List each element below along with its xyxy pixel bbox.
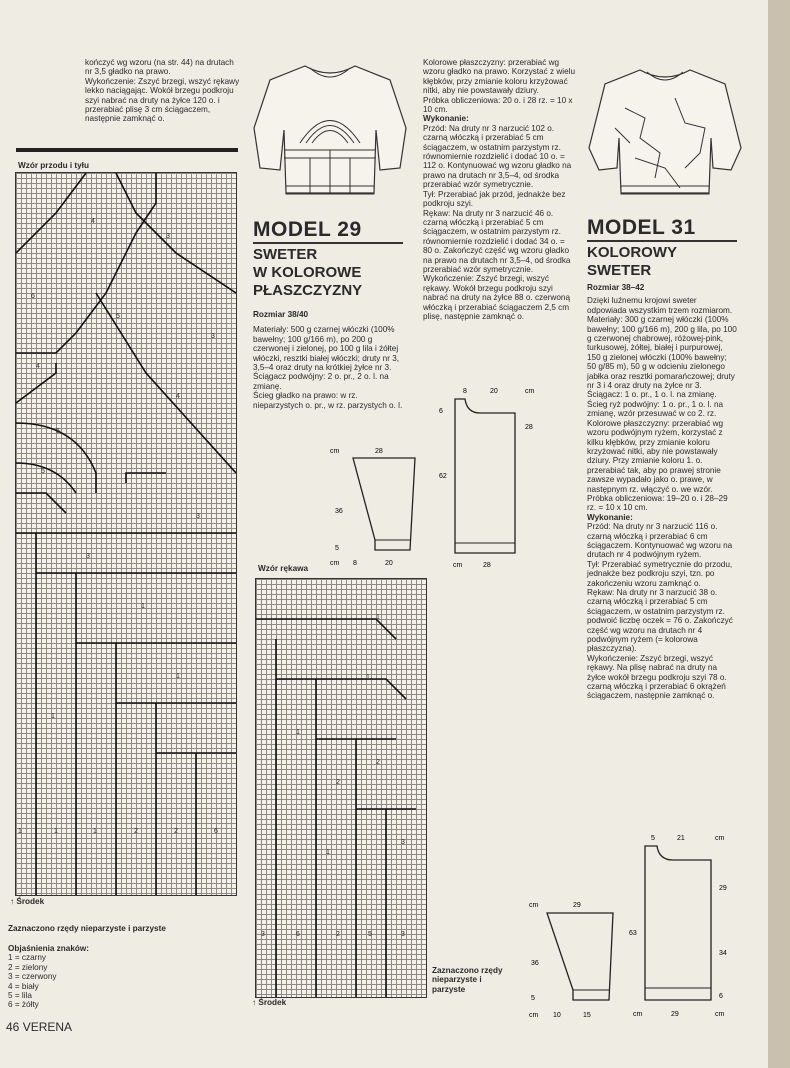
legend-item: 1 = czarny	[8, 953, 46, 963]
m31-body-t2: cm	[715, 835, 725, 842]
m29-col2-2: Próbka obliczeniowa: 20 o. i 28 rz. = 10 x 10 cm.	[423, 95, 573, 115]
m31-body-b0: cm	[633, 1011, 643, 1018]
m31-body-10: Rękaw: Na druty nr 3 narzucić 38 o. czarną włóczką i przerabiać 5 cm ściągaczem, w ostatnim parzystym rz. podwoić liczbę oczek = 76 o. Zakończyć część wg wzoru na drutach nr 4 podwójnym ryżem (= kolorowa płaszczyzna).	[587, 588, 733, 654]
page-edge	[768, 0, 790, 1068]
m31-sl-b1: 10	[553, 1012, 561, 1019]
model-29-subtitle-3: PŁASZCZYZNY	[253, 282, 363, 299]
m29-col2-3: Wykonanie:	[423, 114, 469, 124]
sweater-29-illustration	[250, 58, 410, 208]
m31-sl-height: 36	[531, 960, 539, 967]
m31-body-b1: 29	[671, 1011, 679, 1018]
m31-sl-b0: cm	[529, 1012, 539, 1019]
m29-sl-b1: 8	[353, 560, 357, 567]
sweater-31-illustration	[585, 58, 745, 208]
model-29-body-3: Ścieg gładko na prawo: w rz. nieparzystych o. pr., w rz. parzystych o. l.	[253, 391, 403, 410]
m31-body-side: 34	[719, 950, 727, 957]
m31-sl-b2: 15	[583, 1012, 591, 1019]
model-31-size: Rozmiar 38–42	[587, 283, 645, 292]
m29-body-t2: cm	[525, 388, 535, 395]
cell-label: 5	[116, 313, 120, 320]
m29-body-t0: 8	[463, 388, 467, 395]
m29-body-schematic	[435, 383, 545, 573]
left-chart-marker-label: Środek	[16, 897, 45, 906]
m31-body-5: Kolorowe płaszczyzny: przerabiać wg wzoru podwójnym ryżem, korzystać z kilku kłębków, przy zmianie koloru krzyżować nitki, aby nie powstawały dziury. Przy zmianie koloru 1. o. przerabiać tak, aby po prawej stronie zawsze wypadało jako o. prawe, w następnym rz. włączyć o. we wzór.	[587, 418, 724, 494]
m29-col2-6: Rękaw: Na druty nr 3 narzucić 46 o. czarną włóczką i przerabiać 5 cm ściągaczem, w ostatnim parzystym rz. równomiernie rozdzielić i dodać 34 o. = 80 o. Zakończyć część wg wzoru gładko na prawo na drutach nr 3,5–4, od środka przerabiać wzór symetrycznie.	[423, 208, 571, 274]
m31-sleeve-schematic	[525, 895, 625, 1025]
legend-item: 5 = lila	[8, 991, 32, 1001]
sleeve-cell-label: 1	[376, 614, 380, 621]
cell-label: 4	[36, 363, 40, 370]
m29-sleeve-schematic	[325, 440, 425, 570]
m31-body-cuff: 6	[719, 993, 723, 1000]
sleeve-cell-label: 2	[336, 931, 340, 938]
left-chart-marker: ↑ Środek	[10, 897, 45, 906]
m29-body-upper: 28	[525, 424, 533, 431]
m29-sl-b2: 20	[385, 560, 393, 567]
m31-body-t1: 21	[677, 835, 685, 842]
m31-body-2: Materiały: 300 g czarnej włóczki (100% bawełny; 100 g/166 m), 200 g lila, po 100 g czerwonej chabrowej, różowej-pink, turkusowej, żółtej, białej i purpurowej, 150 g zielonej włóczki (100% bawełny; 50 g/85 m), 50 g w odcieniu zielonego jabłka oraz resztki pomarańczowej; druty nr 3 i 4 oraz druty na żyłce nr 3.	[587, 315, 737, 391]
page-footer	[6, 1020, 72, 1034]
m29-sl-cuff: 5	[335, 545, 339, 552]
left-chart-lines	[16, 173, 236, 895]
m31-sl-t1: 29	[573, 902, 581, 909]
model-31-subtitle-1: KOLOROWY	[587, 244, 677, 261]
sleeve-chart-caption: Zaznaczono rzędy nieparzyste i parzyste	[432, 966, 503, 994]
cell-label: 1	[93, 828, 97, 835]
legend-item: 3 = czerwony	[8, 972, 57, 982]
model-29-body	[253, 310, 405, 410]
m31-body-1: Dzięki luźnemu krojowi sweter odpowiada wszystkim trzem rozmiarom.	[587, 296, 733, 315]
model-31-subtitle-2: SWETER	[587, 262, 652, 279]
model-31-heading	[587, 216, 737, 280]
sleeve-chart-title: Wzór rękawa	[258, 564, 309, 573]
model-29-subtitle-2: W KOLOROWE	[253, 264, 362, 281]
m29-col2-4: Przód: Na druty nr 3 narzucić 102 o. czarną włóczką i przerabiać 5 cm ściągaczem, w ostatnim parzystym rz. równomiernie rozdzielić i dodać 10 o. = 112 o. Kontynuować wg wzoru gładko na prawo na drutach nr 3,5–4, od środka przerabiać wzór symetrycznie.	[423, 123, 572, 190]
sleeve-chart-marker-label: Środek	[258, 998, 287, 1007]
m31-body-schematic	[615, 830, 745, 1025]
left-chart-title: Wzór przodu i tyłu	[18, 161, 89, 170]
m31-body-6: Próbka obliczeniowa: 19–20 o. i 28–29 rz. = 10 x 10 cm.	[587, 493, 728, 513]
m29-col2-7: Wykończenie: Zszyć brzegi, wszyć rękawy. Wokół brzegu podkroju szyi nabrać na druty na żyłce 88 o. czerwoną włóczką i przerabiać ściągaczem 2,5 cm plisę, następnie zamknąć o.	[423, 274, 571, 321]
legend-title: Objaśnienia znaków:	[8, 944, 89, 953]
m31-body-b2: cm	[715, 1011, 725, 1018]
section-rule	[16, 148, 238, 152]
top-left-para-1: kończyć wg wzoru (na str. 44) na drutach nr 3,5 gładko na prawo.	[85, 58, 234, 77]
m29-col2-1: Kolorowe płaszczyzny: przerabiać wg wzoru gładko na prawo. Korzystać z wielu kłębków, przy zmianie koloru krzyżować nitki, aby nie powstawały dziury.	[423, 58, 575, 96]
cell-label: 1	[54, 828, 58, 835]
model-31-title: MODEL 31	[587, 216, 696, 239]
page-number: 46	[6, 1020, 20, 1034]
model-29-size: Rozmiar 38/40	[253, 310, 309, 319]
cell-label: 6	[214, 828, 218, 835]
legend-item: 6 = żółty	[8, 1000, 39, 1010]
sleeve-chart-marker: ↑ Środek	[252, 998, 287, 1007]
cell-label: 3	[196, 513, 200, 520]
cell-label: 3	[211, 333, 215, 340]
m31-body-11: Wykończenie: Zszyć brzegi, wszyć rękawy. Na plisę nabrać na druty na żyłce wokół brzegu podkroju szyi 78 o. czarną włóczką i przerabiać 6 okrążeń ściągaczem, następnie zamknąć o.	[587, 653, 727, 701]
model-31-body	[587, 283, 737, 701]
cell-label: 3	[166, 233, 170, 240]
m31-body-9: Tył: Przerabiać symetrycznie do przodu, jednakże bez podkroju szyi, tzn. po zakończeniu wzoru zamknąć o.	[587, 559, 733, 588]
m31-body-4: Ścieg ryż podwójny: 1 o. pr., 1 o. l. na zmianę, wzór przesuwać w co 2. rz.	[587, 399, 724, 419]
m31-sl-cuff: 5	[531, 995, 535, 1002]
sleeve-cell-label: 3	[261, 931, 265, 938]
sleeve-cell-label: 3	[401, 839, 405, 846]
sleeve-cell-label: 3	[401, 931, 405, 938]
cell-label: 2	[174, 828, 178, 835]
m29-sl-cm: cm	[330, 448, 340, 455]
model-29-heading	[253, 218, 403, 300]
sleeve-chart-grid	[255, 578, 427, 998]
sleeve-cell-label: 2	[376, 759, 380, 766]
cell-label: 5	[41, 468, 45, 475]
m31-body-t0: 5	[651, 835, 655, 842]
top-left-para-2: Wykończenie: Zszyć brzegi, wszyć rękawy lekko naciągając. Wokół brzegu podkroju szyi nabrać na druty na żyłce 120 o. i przerabiać plisę 3 cm ściągaczem, następnie zamknąć o.	[85, 76, 240, 124]
m29-body-b1: 28	[483, 562, 491, 569]
sleeve-cell-label: 2	[336, 779, 340, 786]
m29-sl-b0: cm	[330, 560, 340, 567]
m29-body-left: 6	[439, 408, 443, 415]
model-29-subtitle-1: SWETER	[253, 246, 318, 263]
model-29-body-2: Ściągacz podwójny: 2 o. pr., 2 o. l. na zmianę.	[253, 372, 389, 391]
sleeve-cell-label: 1	[366, 674, 370, 681]
legend-item: 4 = biały	[8, 981, 39, 991]
m31-sl-t0: cm	[529, 902, 539, 909]
m31-body-3: Ściągacz: 1 o. pr., 1 o. l. na zmianę.	[587, 390, 717, 400]
m29-body-total: 62	[439, 473, 447, 480]
cell-label: 1	[51, 713, 55, 720]
cell-label: 3	[86, 553, 90, 560]
cell-label: 2	[134, 828, 138, 835]
model-29-body-1: Materiały: 500 g czarnej włóczki (100% bawełny; 100 g/166 m), po 200 g czerwonej i zielonej, po 100 g lila i żółtej włóczki, resztki białej włóczki; druty nr 3, 3,5–4 oraz druty na krótkiej żyłce nr 3.	[253, 325, 400, 373]
sleeve-cell-label: 6	[296, 931, 300, 938]
model-29-title: MODEL 29	[253, 218, 362, 241]
cell-label: 5	[56, 428, 60, 435]
m31-body-8: Przód: Na druty nr 3 narzucić 116 o. czarną włóczką i przerabiać 6 cm ściągaczem. Kontynuować wg wzoru na drutach nr 4 podwójnym ryżem.	[587, 522, 733, 560]
cell-label: 1	[176, 673, 180, 680]
legend-item: 2 = zielony	[8, 962, 48, 972]
m29-body-t1: 20	[490, 388, 498, 395]
magazine-name: VERENA	[22, 1020, 73, 1034]
cell-label: 4	[176, 393, 180, 400]
sleeve-cell-label: 1	[296, 729, 300, 736]
m29-col2-5: Tył: Przerabiać jak przód, jednakże bez podkroju szyi.	[423, 189, 566, 209]
sleeve-cell-label: 1	[326, 849, 330, 856]
m31-body-total: 63	[629, 930, 637, 937]
m29-sl-top: 28	[375, 448, 383, 455]
cell-label: 4	[91, 218, 95, 225]
m31-body-upper: 29	[719, 885, 727, 892]
sleeve-cell-label: 5	[368, 931, 372, 938]
m31-body-7: Wykonanie:	[587, 512, 633, 522]
left-chart-grid	[15, 172, 237, 896]
left-chart-caption: Zaznaczono rzędy nieparzyste i parzyste	[8, 924, 166, 933]
m29-body-b0: cm	[453, 562, 463, 569]
m29-sl-height: 36	[335, 508, 343, 515]
cell-label: 1	[141, 603, 145, 610]
model-29-col2	[423, 58, 575, 321]
cell-label: 1	[18, 828, 22, 835]
cell-label: 6	[31, 293, 35, 300]
legend	[8, 944, 89, 1010]
top-left-text	[85, 58, 240, 124]
